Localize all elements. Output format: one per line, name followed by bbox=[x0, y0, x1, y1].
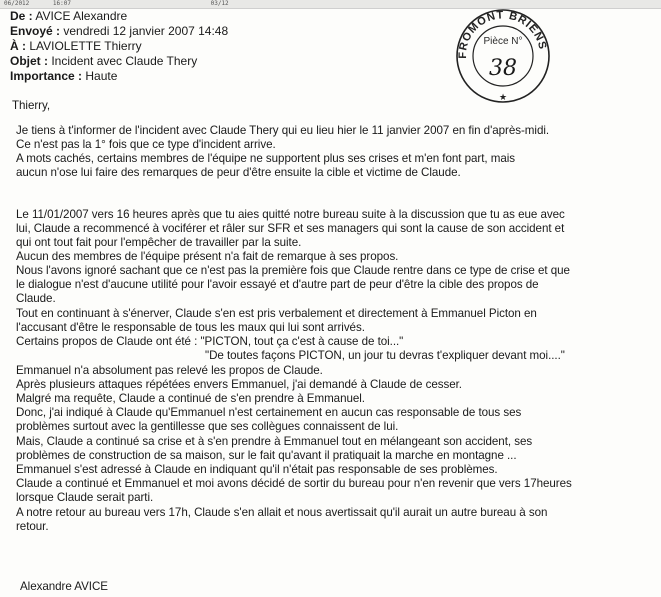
importance-value: Haute bbox=[85, 69, 118, 83]
body-line: problèmes surtout avec la gentillesse que ses collègues connaissent de lui. bbox=[16, 420, 399, 433]
body-line: retour. bbox=[16, 520, 49, 533]
importance-label: Importance : bbox=[10, 69, 83, 83]
fax-pages: 03/12 bbox=[210, 0, 229, 7]
body-line: Le 11/01/2007 vers 16 heures après que tu aies quitté notre bureau suite à la discussion que tu as eue avec bbox=[16, 208, 565, 221]
body-line: problèmes de construction de sa maison, sur le fait qu'avant il pratiquait la marche en montagne ... bbox=[16, 449, 517, 462]
body-line: A mots cachés, certains membres de l'équipe ne supportent plus ses crises et m'en font part, mais bbox=[16, 152, 515, 165]
greeting: Thierry, bbox=[12, 99, 51, 112]
body-line: aucun n'ose lui faire des remarques de peur d'être ensuite la cible et victime de Claude. bbox=[16, 166, 461, 179]
signature: Alexandre AVICE bbox=[20, 580, 108, 593]
body-line: Ce n'est pas la 1° fois que ce type d'incident arrive. bbox=[16, 138, 276, 151]
body-line: Nous l'avons ignoré sachant que ce n'est pas la première fois que Claude rentre dans ce type de crise et que bbox=[16, 264, 570, 277]
from-line bbox=[10, 9, 127, 23]
importance-line bbox=[10, 69, 117, 83]
body-line: Mais, Claude a continué sa crise et à s'en prendre à Emmanuel tout en mélangeant son accident, ses bbox=[16, 435, 533, 448]
subject-label: Objet : bbox=[10, 54, 48, 68]
body-line: Aucun des membres de l'équipe présent n'a fait de remarque à ses propos. bbox=[16, 250, 399, 263]
body-line: "De toutes façons PICTON, un jour tu devras t'expliquer devant moi...." bbox=[205, 349, 565, 362]
to-value: LAVIOLETTE Thierry bbox=[29, 39, 142, 53]
stamp-ring-text: FROMONT BRIENS bbox=[456, 9, 549, 59]
sent-line bbox=[10, 24, 228, 38]
fax-time: 16:07 bbox=[52, 0, 71, 7]
body-line: A notre retour au bureau vers 17h, Claude s'en allait et nous avertissait qu'il aurait un autre bureau à son bbox=[16, 506, 548, 519]
body-line: Emmanuel s'est adressé à Claude en indiquant qu'il n'était pas responsable de ses problèmes. bbox=[16, 463, 498, 476]
body-line: lorsque Claude serait parti. bbox=[16, 491, 154, 504]
body-line: Claude a continué et Emmanuel et moi avons décidé de sortir du bureau pour n'en revenir que vers 17heures bbox=[16, 477, 572, 490]
body-line: Après plusieurs attaques répétées envers Emmanuel, j'ai demandé à Claude de cesser. bbox=[16, 378, 462, 391]
to-label: À : bbox=[10, 39, 26, 53]
svg-text:FROMONT BRIENS bbox=[457, 9, 549, 59]
fax-transmission-header bbox=[0, 0, 661, 9]
stamp-piece-number: 38 bbox=[489, 56, 517, 81]
body-line: Je tiens à t'informer de l'incident avec Claude Thery qui eu lieu hier le 11 janvier 2007 en fin d'après-midi. bbox=[16, 124, 550, 137]
to-line bbox=[10, 39, 142, 53]
subject-value: Incident avec Claude Thery bbox=[51, 54, 198, 68]
svg-text:★: ★ bbox=[498, 92, 508, 102]
body-line: le dialogue n'est d'aucune utilité pour l'avoir essayé et d'autre part de peur d'être la cible des propos de bbox=[16, 278, 539, 291]
subject-line bbox=[10, 54, 197, 68]
fax-date: 06/2012 bbox=[4, 0, 30, 7]
from-label: De : bbox=[10, 9, 33, 23]
body-line: Claude. bbox=[16, 292, 56, 305]
from-value: AVICE Alexandre bbox=[35, 9, 128, 23]
sent-value: vendredi 12 janvier 2007 14:48 bbox=[63, 24, 229, 38]
law-firm-stamp bbox=[453, 6, 553, 106]
body-line: Malgré ma requête, Claude a continué de s'en prendre à Emmanuel. bbox=[16, 392, 365, 405]
stamp-piece-label: Pièce N° bbox=[483, 36, 523, 47]
body-line: Certains propos de Claude ont été : "PICTON, tout ça c'est à cause de toi..." bbox=[16, 335, 404, 348]
body-line: Donc, j'ai indiqué à Claude qu'Emmanuel n'est certainement en aucun cas responsable de tous ses bbox=[16, 406, 522, 419]
body-line: lui, Claude a recommencé à vociférer et râler sur SFR et ses managers qui sont la cause de son accident et bbox=[16, 222, 565, 235]
sent-label: Envoyé : bbox=[10, 24, 61, 38]
body-line: qui ont tout fait pour l'empêcher de travailler par la suite. bbox=[16, 236, 302, 249]
body-line: l'accusant d'être le responsable de tous les maux qui lui sont arrivés. bbox=[16, 321, 365, 334]
body-line: Emmanuel n'a absolument pas relevé les propos de Claude. bbox=[16, 364, 323, 377]
body-line: Tout en continuant à s'énerver, Claude s'en est pris verbalement et directement à Emmanuel Picton en bbox=[16, 307, 537, 320]
